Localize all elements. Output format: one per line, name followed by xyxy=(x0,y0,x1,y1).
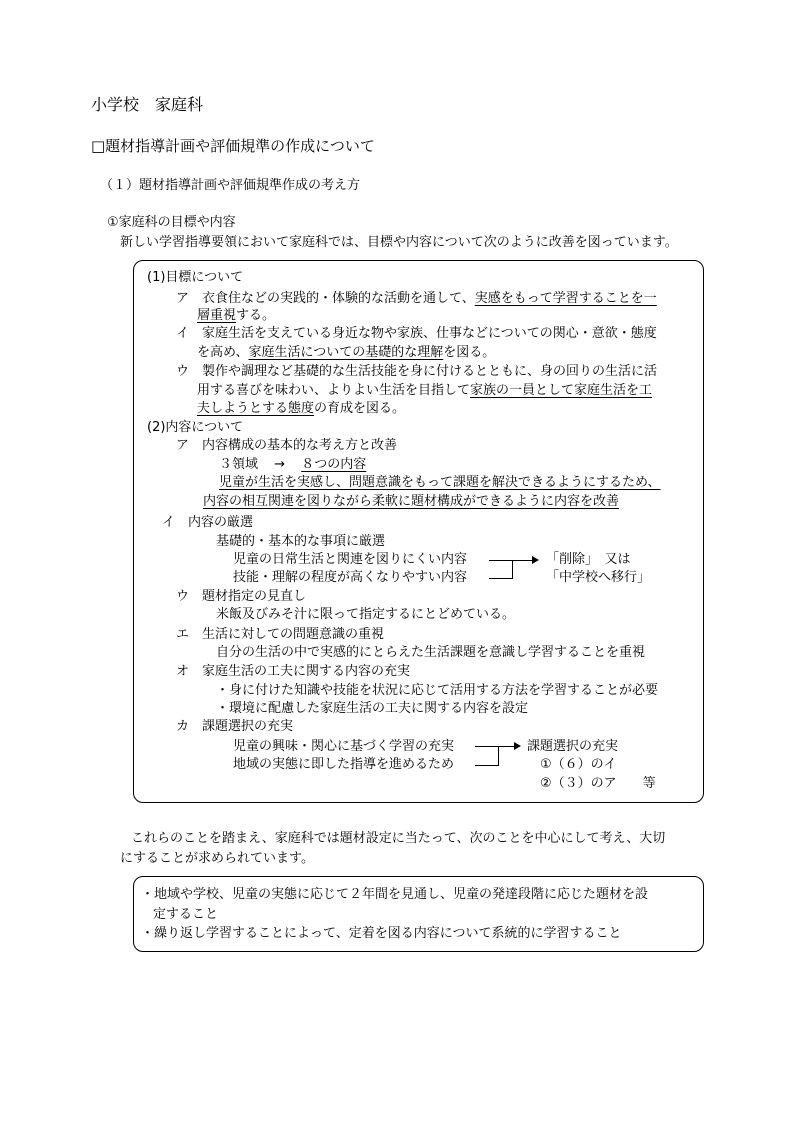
content-o-item2: ・環境に配慮した家庭生活の工夫に関する内容を設定 xyxy=(216,701,529,716)
section-title: □題材指導計画や評価規準の作成について xyxy=(91,137,375,155)
goal-a xyxy=(176,290,657,308)
content-heading: (2)内容について xyxy=(147,420,244,435)
domains-to: ８つの内容 xyxy=(301,457,367,472)
content-a-line1: 児童が生活を実感し、問題意識をもって課題を解決できるようにするため、 xyxy=(219,475,661,490)
content-ka-title: カ 課題選択の充実 xyxy=(176,719,294,734)
content-o-title: オ 家庭生活の工夫に関する内容の充実 xyxy=(176,664,411,679)
goal-a-emphasis: 実感をもって学習することを一 xyxy=(474,291,657,306)
content-i-title: イ 内容の厳選 xyxy=(162,515,254,530)
content-ka-result: 課題選択の充実 xyxy=(527,739,619,754)
goal-u-emphasis-2: 夫しようとする態度 xyxy=(197,401,315,416)
goal-i-cont xyxy=(197,344,495,362)
bracket-line xyxy=(498,746,499,766)
bracket-line xyxy=(489,560,533,561)
content-i-item2: 技能・理解の程度が高くなりやすい内容 xyxy=(233,570,468,585)
content-u-title: ウ 題材指定の見直し xyxy=(176,589,307,604)
content-i-sub: 基礎的・基本的な事項に厳選 xyxy=(216,534,386,549)
domains-row xyxy=(219,456,366,474)
goal-u: ウ 製作や調理など基礎的な生活技能を身に付けるとともに、身の回りの生活に活 xyxy=(176,364,658,379)
content-i-result2: 「中学校へ移行」 xyxy=(546,570,651,585)
content-ka-res2: ②（３）のア 等 xyxy=(540,776,656,791)
goals-heading: (1)目標について xyxy=(147,270,244,285)
content-ka-res1: ①（６）のイ xyxy=(540,757,617,772)
goal-a-emphasis-2: 層重視 xyxy=(197,308,237,323)
subsection-title: （１）題材指導計画や評価規準作成の考え方 xyxy=(100,178,361,193)
goal-i-emphasis: 家庭生活についての基礎的な理解 xyxy=(248,345,444,360)
content-ka-item1: 児童の興味・関心に基づく学習の充実 xyxy=(233,739,455,754)
content-i-result1: 「削除」 又は xyxy=(546,552,631,567)
page-title: 小学校 家庭科 xyxy=(91,95,204,114)
goal-i: イ 家庭生活を支えている身近な物や家族、仕事などについての関心・意欲・態度 xyxy=(176,326,657,341)
domains-arrow: → xyxy=(274,457,286,472)
bracket-line xyxy=(475,765,499,766)
goal-u-cont xyxy=(197,382,652,400)
goal-u-rest: の育成を図る。 xyxy=(314,401,406,416)
goal-u-prefix: 用する喜びを味わい、よりよい生活を目指して xyxy=(197,383,471,398)
goal-u-cont2 xyxy=(197,400,405,418)
content-o-item1: ・身に付けた知識や技能を状況に応じて活用する方法を学習することが必要 xyxy=(216,683,659,698)
bracket-line xyxy=(512,560,513,579)
goal-a-cont xyxy=(197,307,275,325)
key-point-1-cont: 定すること xyxy=(153,907,219,922)
content-e-title: エ 生活に対しての問題意識の重視 xyxy=(176,627,385,642)
domains-from: ３領域 xyxy=(219,457,259,472)
content-u-text: 米飯及びみそ汁に限って指定するにとどめている。 xyxy=(216,607,516,622)
goal-u-emphasis: 家族の一員として家庭生活を工 xyxy=(470,383,653,398)
key-point-1: ・地域や学校、児童の実態に応じて２年間を見通し、児童の発達段階に応じた題材を設 xyxy=(141,887,649,902)
bracket-line xyxy=(489,578,513,579)
content-a-line2: 内容の相互関連を図りながら柔軟に題材構成ができるように内容を改善 xyxy=(203,494,620,509)
arrow-icon xyxy=(532,556,539,564)
bracket-line xyxy=(475,746,515,747)
content-ka-item2: 地域の実態に即した指導を進めるため xyxy=(233,757,455,772)
summary-line2: にすることが求められています。 xyxy=(120,851,314,866)
goal-i-prefix: を高め、 xyxy=(197,345,249,360)
key-point-2: ・繰り返し学習することによって、定着を図る内容について系統的に学習すること xyxy=(141,926,622,941)
intro-text: 新しい学習指導要領において家庭科では、目標や内容について次のように改善を図っています。 xyxy=(120,235,678,250)
arrow-icon xyxy=(514,742,521,750)
goal-a-text: ア 衣食住などの実践的・体験的な活動を通して、 xyxy=(176,291,475,306)
goal-i-rest: を図る。 xyxy=(443,345,496,360)
summary-line1: これらのことを踏まえ、家庭科では題材設定に当たって、次のことを中心にして考え、大切 xyxy=(131,831,666,846)
content-e-text: 自分の生活の中で実感的にとらえた生活課題を意識し学習することを重視 xyxy=(216,645,646,660)
content-i-item1: 児童の日常生活と関連を図りにくい内容 xyxy=(233,552,468,567)
goal-a-rest: する。 xyxy=(236,308,276,323)
intro-heading: ①家庭科の目標や内容 xyxy=(107,215,236,230)
content-a-title: ア 内容構成の基本的な考え方と改善 xyxy=(176,438,398,453)
